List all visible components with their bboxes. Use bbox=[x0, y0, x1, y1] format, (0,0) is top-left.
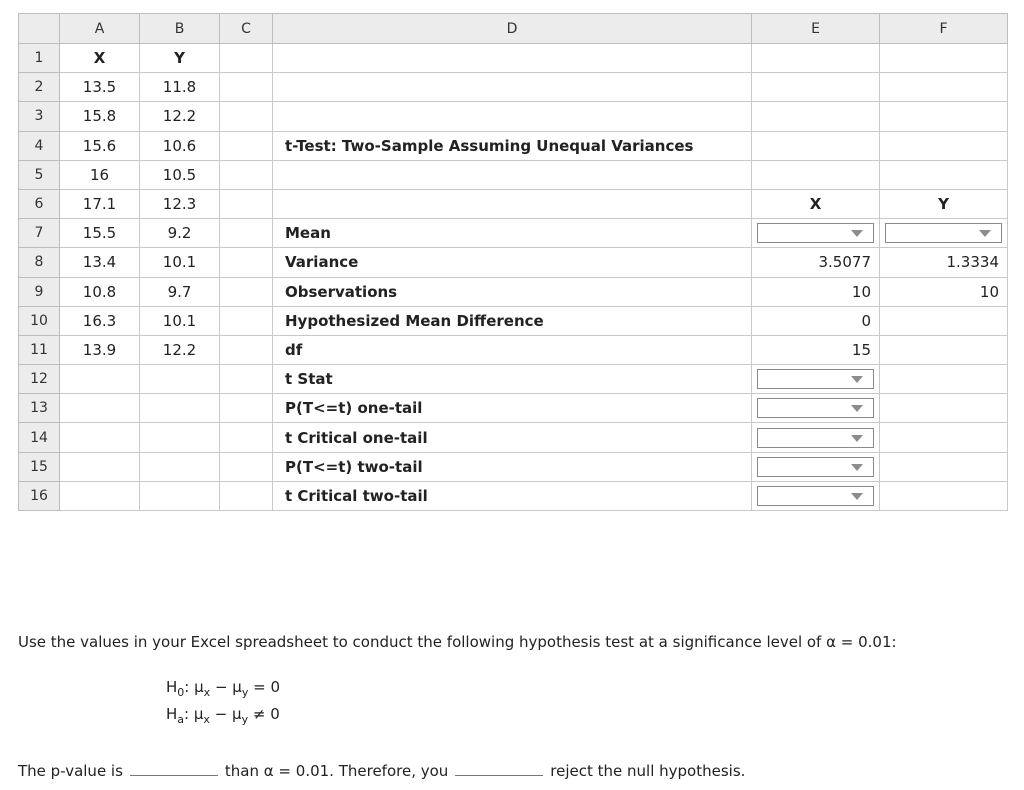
cell-a: 15.5 bbox=[60, 219, 140, 248]
cell-d-label bbox=[273, 44, 752, 73]
cell-e bbox=[752, 44, 880, 73]
cell-c bbox=[220, 277, 273, 306]
cell-b bbox=[140, 394, 220, 423]
sheet-row-16 bbox=[19, 481, 1008, 510]
column-header-d: D bbox=[273, 14, 752, 44]
cell-e bbox=[752, 481, 880, 510]
sheet-row-8 bbox=[19, 248, 1008, 277]
cell-c bbox=[220, 481, 273, 510]
cell-a: 16.3 bbox=[60, 306, 140, 335]
cell-d-label: df bbox=[273, 335, 752, 364]
cell-d-label: Hypothesized Mean Difference bbox=[273, 306, 752, 335]
row-number: 9 bbox=[19, 277, 60, 306]
row-number: 14 bbox=[19, 423, 60, 452]
cell-c bbox=[220, 335, 273, 364]
row-number: 4 bbox=[19, 131, 60, 160]
cell-a: 13.9 bbox=[60, 335, 140, 364]
row-number: 12 bbox=[19, 365, 60, 394]
sheet-row-11 bbox=[19, 335, 1008, 364]
cell-a bbox=[60, 481, 140, 510]
cell-b: 9.7 bbox=[140, 277, 220, 306]
cell-f bbox=[880, 394, 1008, 423]
answer-dropdown-e7[interactable] bbox=[757, 223, 874, 243]
cell-f: Y bbox=[880, 189, 1008, 218]
cell-e: 15 bbox=[752, 335, 880, 364]
sheet-row-1 bbox=[19, 44, 1008, 73]
cell-d-label: Variance bbox=[273, 248, 752, 277]
cell-a bbox=[60, 394, 140, 423]
cell-e: 0 bbox=[752, 306, 880, 335]
cell-a: X bbox=[60, 44, 140, 73]
cell-b: 9.2 bbox=[140, 219, 220, 248]
sheet-row-10 bbox=[19, 306, 1008, 335]
cell-f bbox=[880, 219, 1008, 248]
cell-b bbox=[140, 452, 220, 481]
cell-f bbox=[880, 306, 1008, 335]
conclusion-sentence bbox=[18, 760, 745, 780]
cell-c bbox=[220, 394, 273, 423]
cell-e: X bbox=[752, 189, 880, 218]
row-number: 13 bbox=[19, 394, 60, 423]
cell-c bbox=[220, 219, 273, 248]
conclusion-part-2: than α = 0.01. Therefore, you bbox=[224, 762, 449, 780]
sheet-row-13 bbox=[19, 394, 1008, 423]
cell-b bbox=[140, 481, 220, 510]
cell-f bbox=[880, 335, 1008, 364]
cell-e: 3.5077 bbox=[752, 248, 880, 277]
column-header-f: F bbox=[880, 14, 1008, 44]
row-number: 15 bbox=[19, 452, 60, 481]
row-number: 11 bbox=[19, 335, 60, 364]
row-number: 16 bbox=[19, 481, 60, 510]
row-number: 8 bbox=[19, 248, 60, 277]
cell-f bbox=[880, 102, 1008, 131]
cell-e bbox=[752, 102, 880, 131]
answer-dropdown-f7[interactable] bbox=[885, 223, 1002, 243]
null-hypothesis: $H_0$: $\mu_x - \mu_y = 0$ bbox=[166, 678, 281, 699]
cell-a bbox=[60, 452, 140, 481]
cell-b: 10.6 bbox=[140, 131, 220, 160]
cell-b bbox=[140, 423, 220, 452]
sheet-row-3 bbox=[19, 102, 1008, 131]
cell-d-label: t Critical two-tail bbox=[273, 481, 752, 510]
row-number: 7 bbox=[19, 219, 60, 248]
row-number: 2 bbox=[19, 73, 60, 102]
row-number: 1 bbox=[19, 44, 60, 73]
cell-c bbox=[220, 306, 273, 335]
row-number: 10 bbox=[19, 306, 60, 335]
sheet-row-4 bbox=[19, 131, 1008, 160]
cell-d-label: P(T<=t) one-tail bbox=[273, 394, 752, 423]
sheet-row-14 bbox=[19, 423, 1008, 452]
cell-b: 10.1 bbox=[140, 248, 220, 277]
cell-c bbox=[220, 102, 273, 131]
column-header-e: E bbox=[752, 14, 880, 44]
answer-dropdown-e14[interactable] bbox=[757, 428, 874, 448]
cell-c bbox=[220, 452, 273, 481]
cell-d-label: t Stat bbox=[273, 365, 752, 394]
cell-f bbox=[880, 481, 1008, 510]
cell-b: 10.1 bbox=[140, 306, 220, 335]
cell-b: 12.3 bbox=[140, 189, 220, 218]
cell-a: 15.6 bbox=[60, 131, 140, 160]
cell-e bbox=[752, 394, 880, 423]
cell-c bbox=[220, 73, 273, 102]
cell-f bbox=[880, 452, 1008, 481]
cell-a: 13.5 bbox=[60, 73, 140, 102]
cell-f: 1.3334 bbox=[880, 248, 1008, 277]
sheet-row-5 bbox=[19, 160, 1008, 189]
row-number: 3 bbox=[19, 102, 60, 131]
sheet-row-2 bbox=[19, 73, 1008, 102]
cell-a bbox=[60, 423, 140, 452]
cell-d-label bbox=[273, 189, 752, 218]
cell-b: 12.2 bbox=[140, 335, 220, 364]
cell-d-label bbox=[273, 102, 752, 131]
cell-e bbox=[752, 423, 880, 452]
answer-dropdown-e16[interactable] bbox=[757, 486, 874, 506]
cell-d-label bbox=[273, 73, 752, 102]
cell-d-label bbox=[273, 160, 752, 189]
cell-c bbox=[220, 365, 273, 394]
cell-e: 10 bbox=[752, 277, 880, 306]
cell-a: 10.8 bbox=[60, 277, 140, 306]
cell-a: 16 bbox=[60, 160, 140, 189]
cell-e bbox=[752, 160, 880, 189]
column-header-c: C bbox=[220, 14, 273, 44]
cell-e bbox=[752, 73, 880, 102]
cell-e bbox=[752, 365, 880, 394]
answer-dropdown-e15[interactable] bbox=[757, 457, 874, 477]
cell-b: 10.5 bbox=[140, 160, 220, 189]
cell-f bbox=[880, 44, 1008, 73]
alternative-hypothesis: $H_a$: $\mu_x - \mu_y \ne 0$ bbox=[166, 705, 280, 726]
cell-f: 10 bbox=[880, 277, 1008, 306]
cell-c bbox=[220, 423, 273, 452]
cell-d-label: P(T<=t) two-tail bbox=[273, 452, 752, 481]
cell-f bbox=[880, 73, 1008, 102]
cell-f bbox=[880, 160, 1008, 189]
column-header-row bbox=[19, 14, 1008, 44]
row-number: 6 bbox=[19, 189, 60, 218]
cell-b: 12.2 bbox=[140, 102, 220, 131]
corner-cell bbox=[19, 14, 60, 44]
cell-f bbox=[880, 365, 1008, 394]
row-number: 5 bbox=[19, 160, 60, 189]
cell-c bbox=[220, 189, 273, 218]
cell-a bbox=[60, 365, 140, 394]
conclusion-part-1: The p-value is bbox=[18, 762, 123, 780]
cell-c bbox=[220, 248, 273, 277]
cell-d-label: t Critical one-tail bbox=[273, 423, 752, 452]
cell-e bbox=[752, 219, 880, 248]
cell-d-label: t-Test: Two-Sample Assuming Unequal Variances bbox=[273, 131, 752, 160]
pvalue-comparison-blank[interactable] bbox=[130, 760, 218, 776]
answer-dropdown-e13[interactable] bbox=[757, 398, 874, 418]
cell-c bbox=[220, 160, 273, 189]
sheet-row-12 bbox=[19, 365, 1008, 394]
sheet-row-9 bbox=[19, 277, 1008, 306]
cell-b bbox=[140, 365, 220, 394]
cell-a: 15.8 bbox=[60, 102, 140, 131]
cell-b: 11.8 bbox=[140, 73, 220, 102]
cell-c bbox=[220, 131, 273, 160]
column-header-b: B bbox=[140, 14, 220, 44]
cell-a: 13.4 bbox=[60, 248, 140, 277]
cell-e bbox=[752, 452, 880, 481]
conclusion-part-3: reject the null hypothesis. bbox=[550, 762, 746, 780]
sheet-row-6 bbox=[19, 189, 1008, 218]
cell-d-label: Observations bbox=[273, 277, 752, 306]
spreadsheet-grid bbox=[18, 13, 1008, 511]
reject-decision-blank[interactable] bbox=[455, 760, 543, 776]
cell-d-label: Mean bbox=[273, 219, 752, 248]
cell-f bbox=[880, 423, 1008, 452]
answer-dropdown-e12[interactable] bbox=[757, 369, 874, 389]
sheet-row-15 bbox=[19, 452, 1008, 481]
cell-e bbox=[752, 131, 880, 160]
column-header-a: A bbox=[60, 14, 140, 44]
question-text: Use the values in your Excel spreadsheet to conduct the following hypothesis test at a significance level of α = 0.01: bbox=[18, 633, 897, 651]
cell-b: Y bbox=[140, 44, 220, 73]
cell-f bbox=[880, 131, 1008, 160]
cell-a: 17.1 bbox=[60, 189, 140, 218]
sheet-row-7 bbox=[19, 219, 1008, 248]
cell-c bbox=[220, 44, 273, 73]
